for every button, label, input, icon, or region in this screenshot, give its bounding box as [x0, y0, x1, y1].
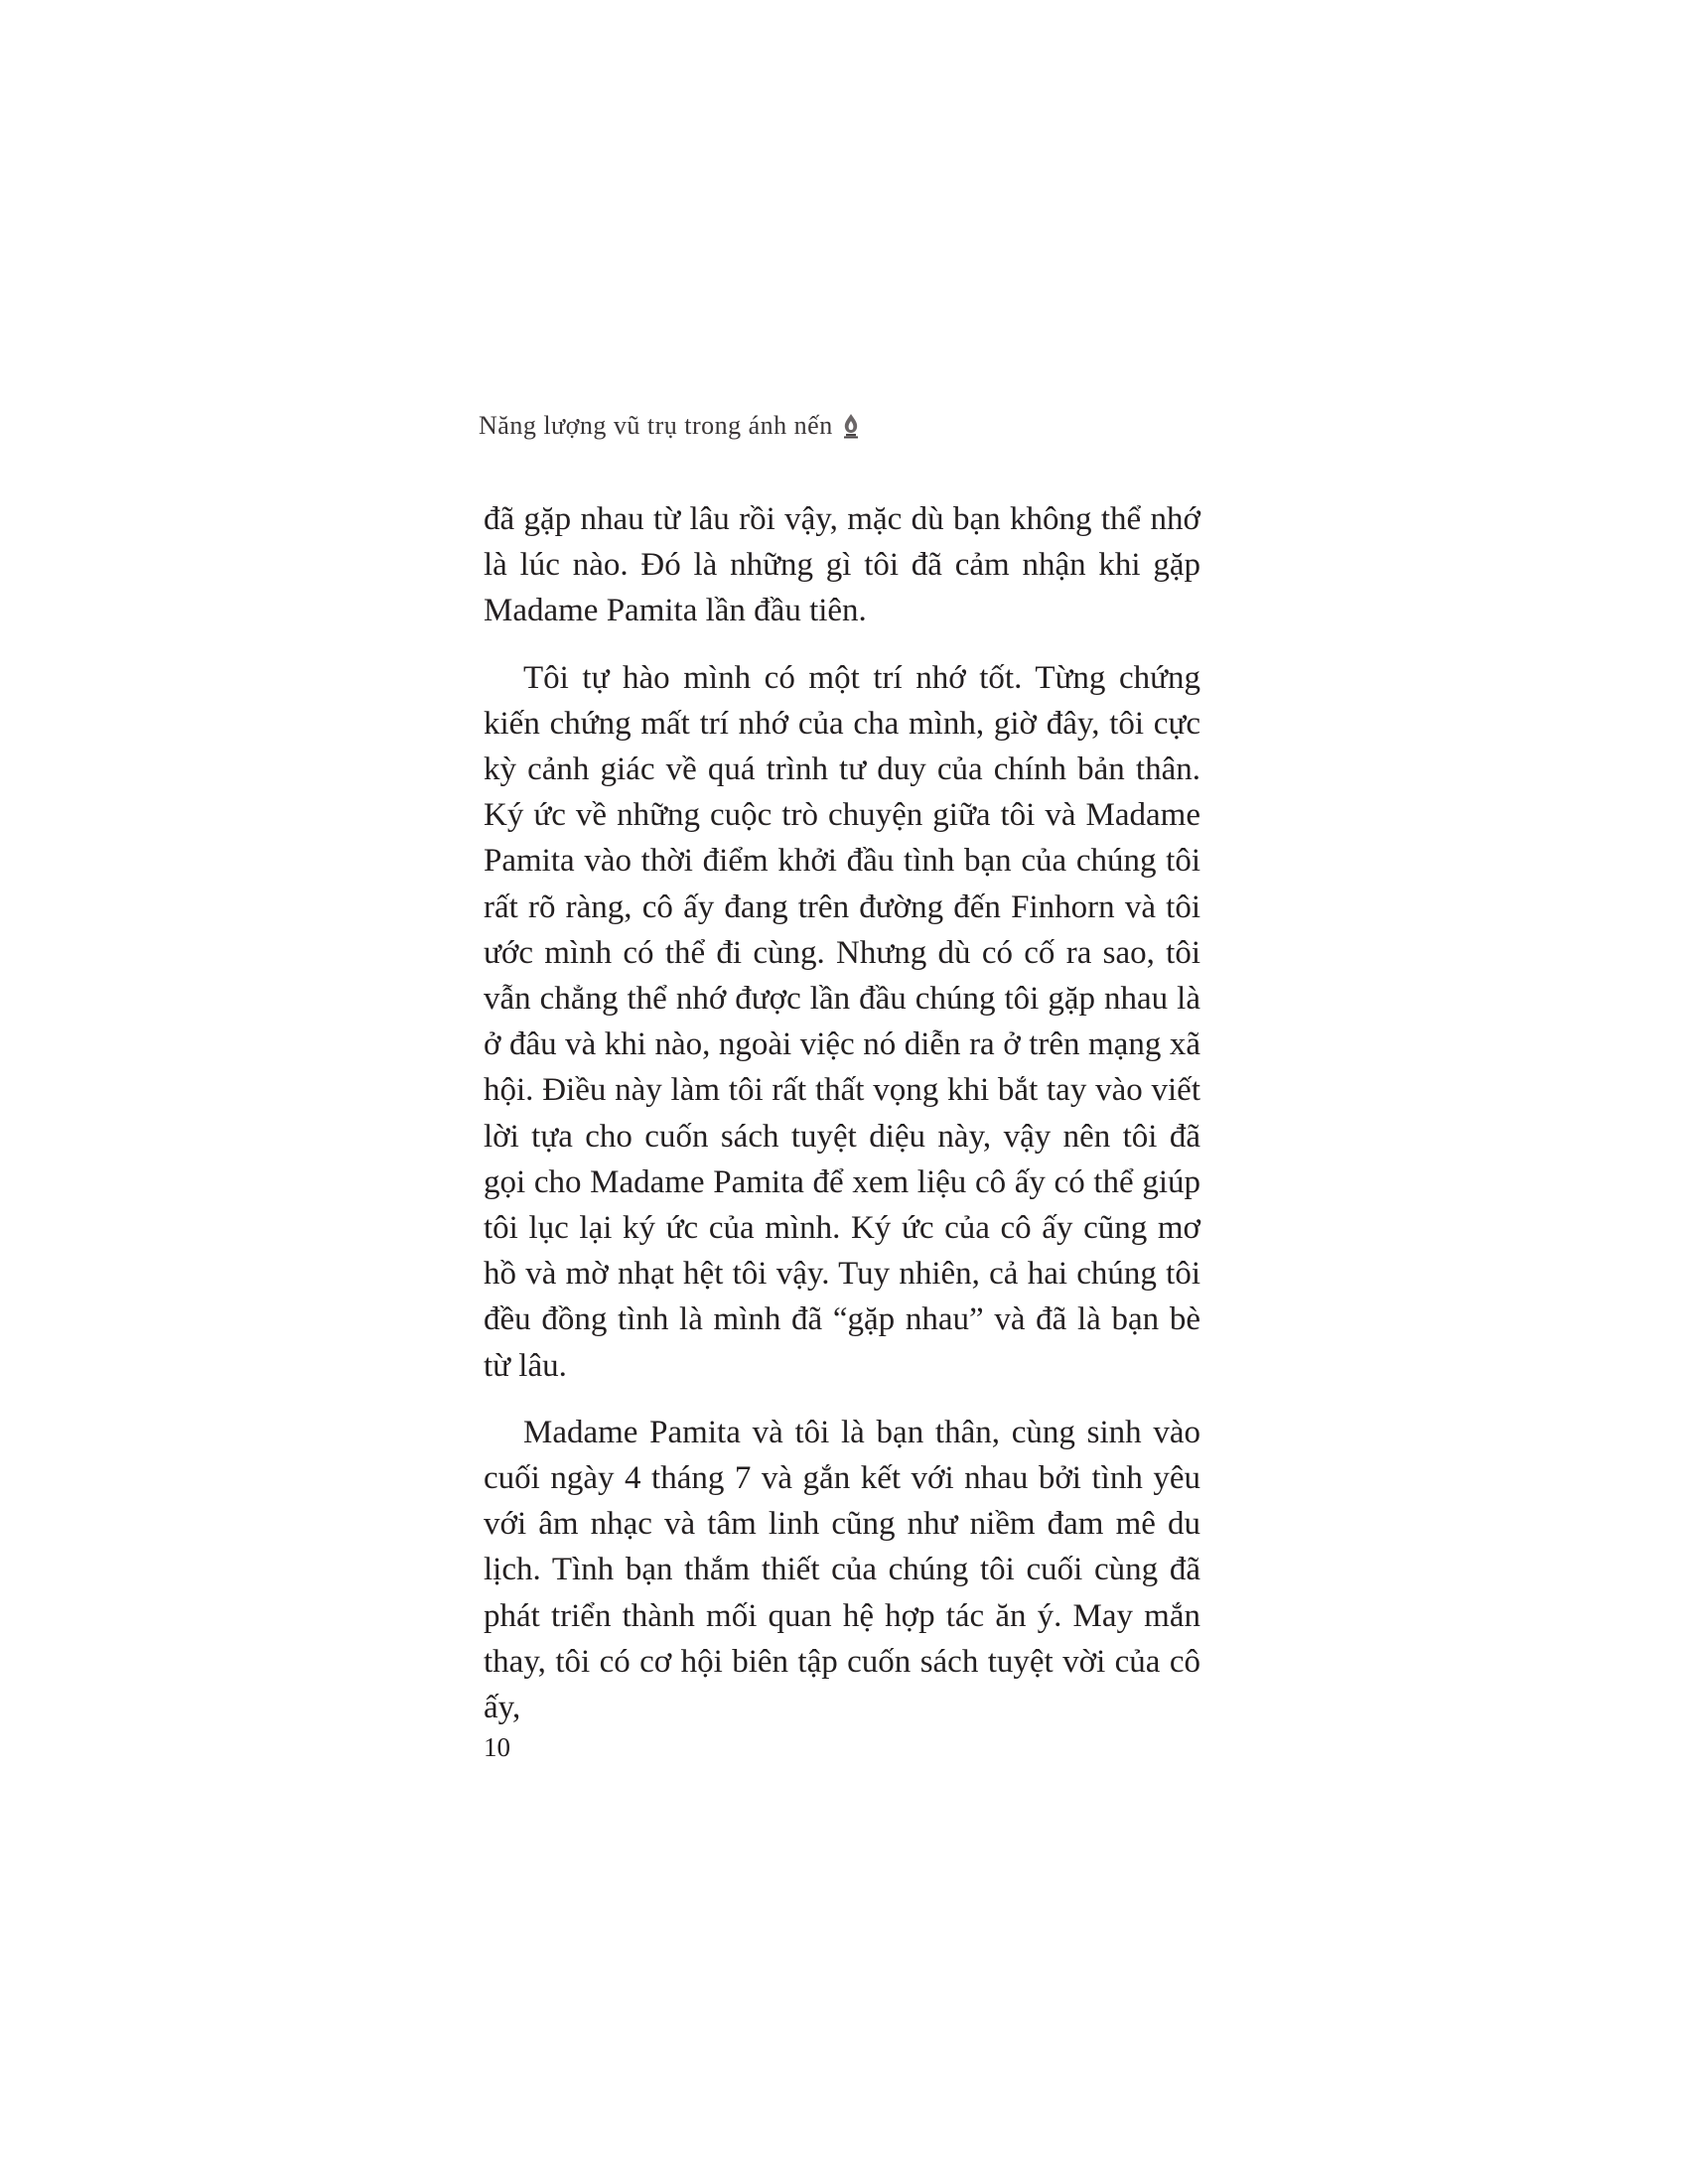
- paragraph-3: Madame Pamita và tôi là bạn thân, cùng sinh vào cuối ngày 4 tháng 7 và gắn kết với nhau bởi tình yêu với âm nhạc và tâm linh cũng như niềm đam mê du lịch. Tình bạn thắm thiết của chúng tôi cuối cùng đã phát triển thành mối quan hệ hợp tác ăn ý. May mắn thay, tôi có cơ hội biên tập cuốn sách tuyệt vời của cô ấy,: [484, 1414, 1200, 1726]
- running-head-title: Năng lượng vũ trụ trong ánh nến: [479, 411, 833, 440]
- page-number: 10: [484, 1732, 510, 1762]
- body-text: [484, 496, 1200, 1751]
- candle-flame-icon: [841, 413, 861, 439]
- paragraph-2: Tôi tự hào mình có một trí nhớ tốt. Từng chứng kiến chứng mất trí nhớ của cha mình, giờ đây, tôi cực kỳ cảnh giác về quá trình tư duy của chính bản thân. Ký ức về những cuộc trò chuyện giữa tôi và Madame Pamita vào thời điểm khởi đầu tình bạn của chúng tôi rất rõ ràng, cô ấy đang trên đường đến Finhorn và tôi ước mình có thể đi cùng. Nhưng dù có cố ra sao, tôi vẫn chẳng thể nhớ được lần đầu chúng tôi gặp nhau là ở đâu và khi nào, ngoài việc nó diễn ra ở trên mạng xã hội. Điều này làm tôi rất thất vọng khi bắt tay vào viết lời tựa cho cuốn sách tuyệt diệu này, vậy nên tôi đã gọi cho Madame Pamita để xem liệu cô ấy có thể giúp tôi lục lại ký ức của mình. Ký ức của cô ấy cũng mơ hồ và mờ nhạt hệt tôi vậy. Tuy nhiên, cả hai chúng tôi đều đồng tình là mình đã “gặp nhau” và đã là bạn bè từ lâu.: [484, 659, 1200, 1384]
- paragraph-1: đã gặp nhau từ lâu rồi vậy, mặc dù bạn không thể nhớ là lúc nào. Đó là những gì tôi đã cảm nhận khi gặp Madame Pamita lần đầu tiên.: [484, 501, 1200, 629]
- running-head: [479, 411, 861, 441]
